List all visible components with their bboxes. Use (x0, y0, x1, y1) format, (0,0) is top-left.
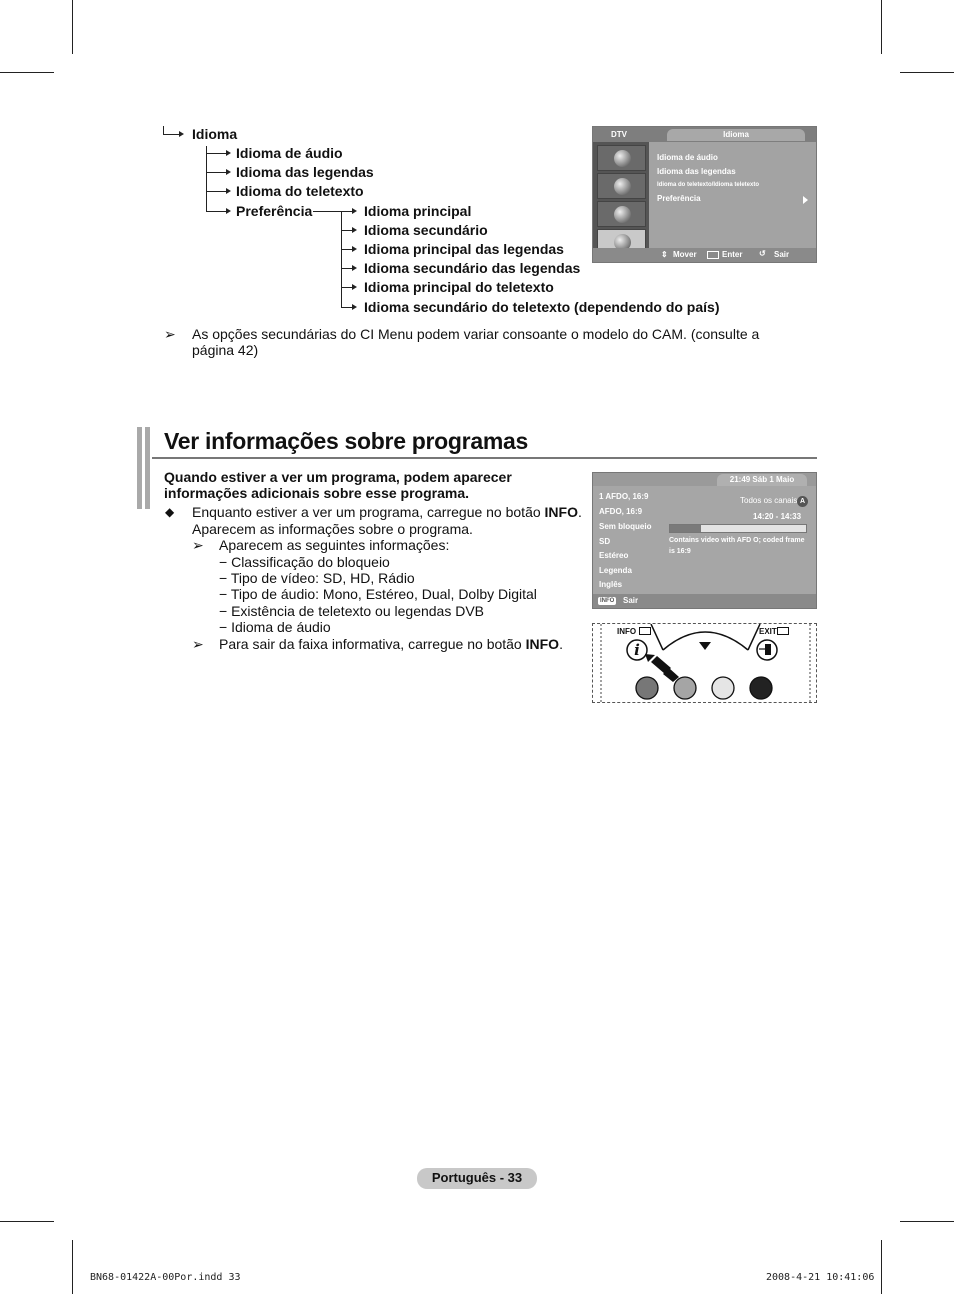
tree-item-teletext: Idioma do teletexto (236, 183, 364, 199)
tree-item-preference: Preferência (236, 203, 313, 219)
section-rule (152, 457, 817, 459)
slug-right: 2008-4-21 10:41:06 (766, 1272, 875, 1283)
tree-connector (341, 211, 342, 308)
tree-item-audio: Idioma de áudio (236, 145, 343, 161)
red-button[interactable] (636, 677, 658, 699)
info-exit-label: Sair (623, 596, 639, 605)
tree-item-secondary: Idioma secundário (364, 222, 488, 238)
tree-connector (206, 211, 226, 212)
dash-item-5: − Idioma de áudio (219, 619, 331, 635)
osd-footer-enter: Enter (722, 250, 743, 259)
sound-icon (614, 178, 631, 195)
bullet-info-line1 (192, 504, 582, 520)
info-channel-badge: A (797, 496, 808, 507)
tree-item-primary-subtitles: Idioma principal das legendas (364, 241, 564, 257)
tree-connector (206, 146, 207, 211)
tree-arrow-icon (179, 131, 184, 137)
crop-mark (900, 1221, 954, 1222)
tree-item-primary: Idioma principal (364, 203, 472, 219)
picture-icon (614, 150, 631, 167)
info-left-5: Estéreo (599, 551, 629, 560)
tree-arrow-icon (226, 188, 231, 194)
exit-list-icon (777, 627, 789, 635)
crop-mark (72, 0, 73, 54)
page-number-pill: Português - 33 (417, 1168, 537, 1189)
osd-side-sound (597, 173, 646, 199)
info-left-6: Legenda (599, 566, 632, 575)
crop-mark (0, 1221, 54, 1222)
yellow-button[interactable] (712, 677, 734, 699)
exit-note-arrow-icon: ➢ (192, 636, 204, 652)
tree-arrow-icon (226, 169, 231, 175)
section-intro-line1: Quando estiver a ver um programa, podem aparecer (164, 469, 512, 485)
osd-footer-move: Mover (673, 250, 697, 259)
osd-tab-dtv: DTV (611, 130, 627, 139)
tree-arrow-icon (226, 208, 231, 214)
slug-left: BN68-01422A-00Por.indd 33 (90, 1272, 241, 1283)
info-left-2: AFDO, 16:9 (599, 507, 643, 516)
exit-note-bold: INFO (525, 636, 560, 652)
osd-tab-idioma: Idioma (667, 129, 805, 141)
info-left-4: SD (599, 537, 611, 546)
tree-arrow-icon (352, 265, 357, 271)
info-badge: INFO (600, 598, 615, 604)
enter-icon (707, 251, 719, 259)
osd-item-audio: Idioma de áudio (657, 153, 718, 162)
info-progress-fill (670, 525, 701, 532)
tree-connector (206, 172, 226, 173)
tree-root-idioma: Idioma (192, 126, 238, 142)
osd-footer (593, 248, 816, 262)
tree-item-primary-teletext: Idioma principal do teletexto (364, 279, 554, 295)
tree-connector (341, 249, 352, 250)
osd-language-menu (592, 126, 817, 263)
tree-arrow-icon (352, 304, 357, 310)
crop-mark (0, 72, 54, 73)
osd-side-picture (597, 145, 646, 171)
osd-footer-exit: Sair (774, 250, 790, 259)
info-footer (593, 594, 816, 608)
exit-note (219, 636, 563, 652)
sub-note-text: Aparecem as seguintes informações: (219, 537, 450, 553)
dash-item-1-text: Classificação do bloqueio (231, 554, 390, 570)
tree-connector (206, 191, 226, 192)
info-desc-line2: is 16:9 (669, 548, 691, 555)
info-time-range: 14:20 - 14:33 (753, 512, 802, 521)
dash-item-5-text: Idioma de áudio (231, 619, 331, 635)
info-progress-bar (669, 524, 807, 533)
osd-item-preference: Preferência (657, 194, 701, 203)
osd-info-banner (592, 472, 817, 609)
info-channels: Todos os canais (740, 496, 798, 505)
tree-connector (313, 211, 354, 212)
osd-right-arrow-icon (803, 196, 808, 204)
remote-illustration (592, 623, 817, 703)
tree-item-secondary-teletext: Idioma secundário do teletexto (dependendo do país) (364, 299, 720, 315)
bullet-info-pre: Enquanto estiver a ver um programa, carregue no botão (192, 504, 545, 520)
dash-item-2-text: Tipo de vídeo: SD, HD, Rádio (230, 570, 415, 586)
info-left-1: 1 AFDO, 16:9 (599, 492, 649, 501)
tree-connector (206, 153, 226, 154)
note-ci-line1: As opções secundárias do CI Menu podem variar consoante o modelo do CAM. (consulte a (192, 326, 760, 342)
section-title: Ver informações sobre programas (164, 428, 528, 454)
bullet-info-bold: INFO (544, 504, 578, 520)
bullet-info-post: . (578, 504, 582, 520)
dash-item-1: − Classificação do bloqueio (219, 554, 390, 570)
section-bar (137, 427, 142, 509)
info-list-icon (639, 627, 651, 635)
tree-arrow-icon (352, 246, 357, 252)
note-ci-line2: página 42) (192, 342, 259, 358)
info-datetime: 21:49 Sáb 1 Maio (717, 474, 807, 486)
osd-side-setup (597, 201, 646, 227)
dash-item-3-text: Tipo de áudio: Mono, Estéreo, Dual, Dolby Digital (230, 586, 537, 602)
tree-arrow-icon (352, 284, 357, 290)
remote-exit-label: EXIT (759, 627, 777, 636)
return-icon: ↺ (759, 249, 766, 258)
section-intro-line2: informações adicionais sobre esse programa. (164, 485, 470, 501)
dash-item-4-text: Existência de teletexto ou legendas DVB (231, 603, 485, 619)
crop-mark (881, 0, 882, 54)
tree-arrow-icon (352, 227, 357, 233)
exit-note-post: . (559, 636, 563, 652)
tree-arrow-icon (352, 208, 357, 214)
dash-item-4: − Existência de teletexto ou legendas DVB (219, 603, 485, 619)
remote-info-label: INFO (617, 627, 637, 636)
info-button[interactable]: i (634, 641, 640, 659)
info-body (593, 486, 816, 594)
tree-connector (341, 230, 352, 231)
info-desc-line1: Contains video with AFD O; coded frame (669, 537, 805, 544)
tree-connector (163, 134, 179, 135)
crop-mark (72, 1240, 73, 1294)
info-left-3: Sem bloqueio (599, 522, 652, 531)
osd-item-teletext: Idioma do teletexto/Idioma teletexto (657, 182, 760, 188)
crop-mark (881, 1240, 882, 1294)
tree-item-subtitles: Idioma das legendas (236, 164, 374, 180)
osd-content (649, 142, 816, 248)
tree-connector (341, 287, 352, 288)
tree-connector (341, 307, 352, 308)
osd-sidebar (593, 142, 649, 248)
osd-updown-icon: ⇕ (661, 250, 668, 259)
exit-note-pre: Para sair da faixa informativa, carregue no botão (219, 636, 526, 652)
section-bar (145, 427, 150, 509)
crop-mark (900, 72, 954, 73)
bullet-diamond-icon: ◆ (165, 505, 175, 519)
bullet-info-line2: Aparecem as informações sobre o programa. (192, 521, 473, 537)
blue-button[interactable] (750, 677, 772, 699)
exit-door-icon (765, 644, 771, 655)
chevron-down-icon (699, 642, 711, 650)
dash-item-3: − Tipo de áudio: Mono, Estéreo, Dual, Dolby Digital (219, 586, 537, 602)
tree-connector (341, 268, 352, 269)
nav-pad-shoulder-left (651, 624, 663, 650)
dash-item-2: − Tipo de vídeo: SD, HD, Rádio (219, 570, 415, 586)
green-button[interactable] (674, 677, 696, 699)
sub-note-arrow-icon: ➢ (192, 537, 204, 553)
tree-arrow-icon (226, 150, 231, 156)
tree-item-secondary-subtitles: Idioma secundário das legendas (364, 260, 581, 276)
osd-item-subtitles: Idioma das legendas (657, 167, 736, 176)
info-left-7: Inglês (599, 580, 623, 589)
note-arrow-icon: ➢ (164, 326, 176, 342)
gear-icon (614, 206, 631, 223)
